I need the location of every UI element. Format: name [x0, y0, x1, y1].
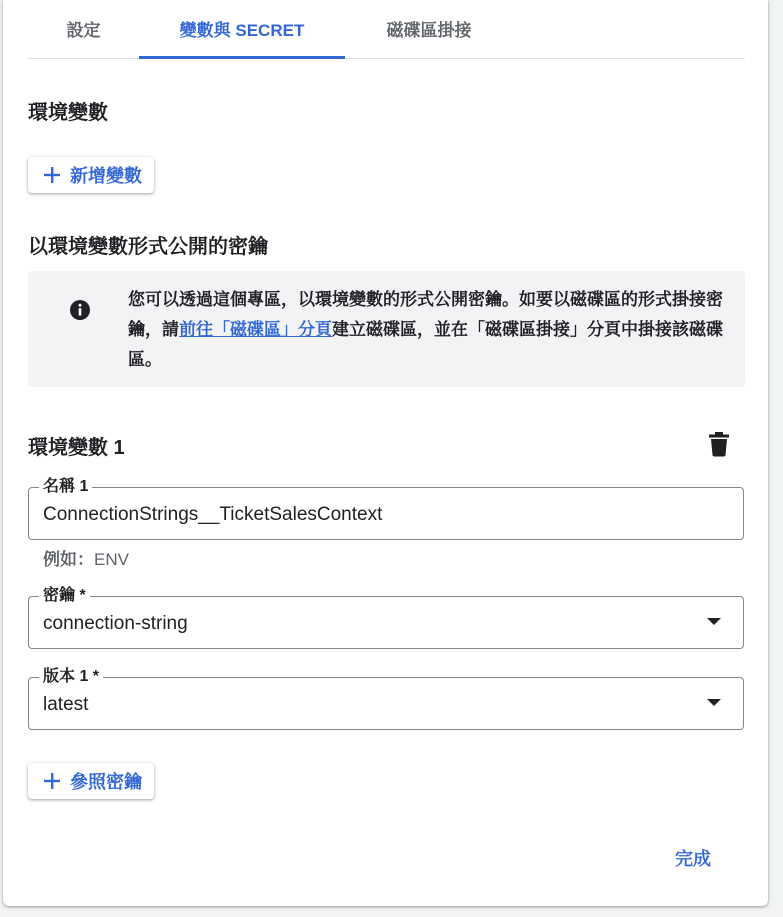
plus-icon: [42, 165, 62, 185]
dropdown-arrow-icon[interactable]: [707, 618, 721, 625]
reference-secret-button[interactable]: [28, 763, 154, 799]
secret-select[interactable]: [28, 587, 744, 649]
version-select-label: 版本 1 *: [39, 667, 103, 687]
info-text: [128, 285, 728, 375]
plus-icon: [42, 771, 62, 791]
add-variable-button[interactable]: [28, 157, 154, 193]
tab-settings-label: 設定: [66, 21, 101, 40]
volumes-tab-link[interactable]: 前往「磁碟區」分頁: [179, 320, 332, 339]
done-button[interactable]: 完成: [675, 849, 711, 869]
active-tab-indicator: [139, 56, 345, 59]
add-variable-label: 新增變數: [70, 166, 142, 186]
env-var-1-heading: 環境變數 1: [28, 437, 125, 459]
info-banner: [28, 271, 745, 387]
version-select[interactable]: [28, 668, 744, 730]
tab-variables-secrets-label: 變數與 SECRET: [179, 21, 305, 40]
name-hint: [43, 545, 129, 570]
secret-select-value: connection-string: [43, 613, 188, 634]
hint-prefix: 例如：: [43, 550, 94, 569]
info-icon: [69, 299, 91, 321]
hint-value: ENV: [94, 550, 129, 569]
secret-select-label: 密鑰 *: [39, 586, 90, 606]
info-text-before: 您可以透過這個專區，以環境變數的形式公開密鑰。如要以磁碟區的形式掛接密鑰，請: [128, 290, 723, 339]
reference-secret-label: 參照密鑰: [70, 772, 142, 792]
tab-variables-secrets[interactable]: [139, 0, 345, 58]
info-text-after: 建立磁碟區，並在「磁碟區掛接」分頁中掛接該磁碟區。: [128, 320, 723, 369]
name-field-value[interactable]: ConnectionStrings__TicketSalesContext: [43, 504, 383, 525]
secrets-panel: [3, 0, 768, 906]
tab-volume-mounts-label: 磁碟區掛接: [386, 21, 472, 40]
dropdown-arrow-icon[interactable]: [707, 699, 721, 706]
tab-settings[interactable]: [28, 0, 139, 58]
env-vars-heading: 環境變數: [28, 102, 108, 124]
version-select-value: latest: [43, 694, 89, 715]
delete-icon[interactable]: [707, 431, 731, 457]
name-field[interactable]: [28, 478, 744, 540]
tab-volume-mounts[interactable]: [345, 0, 513, 58]
name-field-label: 名稱 1: [39, 477, 92, 497]
tab-bar: [28, 0, 745, 59]
exposed-secrets-heading: 以環境變數形式公開的密鑰: [28, 236, 268, 258]
